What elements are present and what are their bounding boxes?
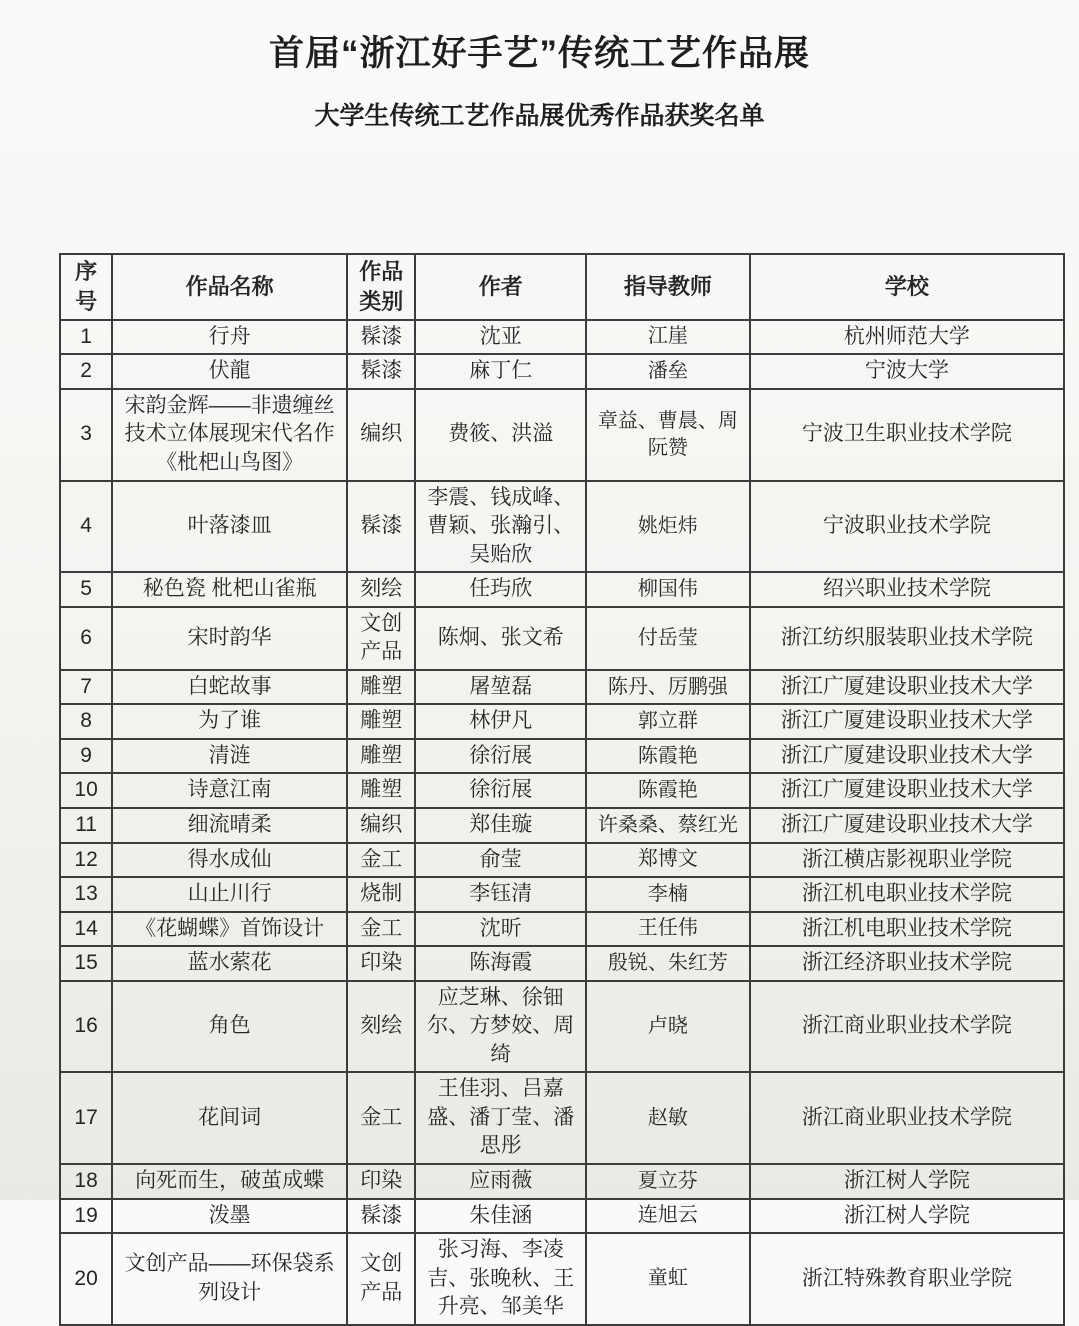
cell-teacher: 陈霞艳: [586, 739, 750, 774]
table-row: [60, 946, 1064, 981]
cell-no: 17: [60, 1072, 112, 1164]
cell-teacher: 陈霞艳: [586, 773, 750, 808]
cell-work: 《花蝴蝶》首饰设计: [112, 912, 347, 947]
cell-work: 宋时韵华: [112, 607, 347, 670]
table-row: [60, 320, 1064, 355]
cell-authors: 任玙欣: [415, 572, 586, 607]
cell-school: 浙江商业职业技术学院: [750, 1072, 1064, 1164]
cell-work: 蓝水萦花: [112, 946, 347, 981]
cell-school: 浙江纺织服装职业技术学院: [750, 607, 1064, 670]
cell-teacher: 柳国伟: [586, 572, 750, 607]
cell-category: 刻绘: [347, 981, 415, 1073]
cell-authors: 应雨薇: [415, 1164, 586, 1199]
table-row: [60, 773, 1064, 808]
page-title: 首届“浙江好手艺”传统工艺作品展: [268, 34, 810, 73]
cell-work: 行舟: [112, 320, 347, 355]
cell-school: 宁波卫生职业技术学院: [750, 389, 1064, 481]
cell-no: 15: [60, 946, 112, 981]
cell-category: 髹漆: [347, 354, 415, 389]
cell-teacher: 江崖: [586, 320, 750, 355]
cell-no: 4: [60, 481, 112, 573]
header-no: 序号: [60, 254, 112, 320]
cell-no: 5: [60, 572, 112, 607]
cell-school: 宁波大学: [750, 354, 1064, 389]
cell-category: 金工: [347, 912, 415, 947]
cell-work: 向死而生，破茧成蝶: [112, 1164, 347, 1199]
cell-teacher: 夏立芬: [586, 1164, 750, 1199]
cell-school: 浙江广厦建设职业技术大学: [750, 773, 1064, 808]
cell-no: 13: [60, 877, 112, 912]
cell-no: 18: [60, 1164, 112, 1199]
cell-authors: 陈炯、张文希: [415, 607, 586, 670]
cell-work: 泼墨: [112, 1199, 347, 1234]
table-row: [60, 572, 1064, 607]
table-row: [60, 1164, 1064, 1199]
cell-category: 金工: [347, 843, 415, 878]
table-row: [60, 1199, 1064, 1234]
cell-category: 雕塑: [347, 670, 415, 705]
table-row: [60, 389, 1064, 481]
cell-category: 金工: [347, 1072, 415, 1164]
cell-teacher: 郑博文: [586, 843, 750, 878]
table-row: [60, 843, 1064, 878]
cell-teacher: 付岳莹: [586, 607, 750, 670]
cell-school: 浙江经济职业技术学院: [750, 946, 1064, 981]
cell-no: 2: [60, 354, 112, 389]
cell-school: 浙江商业职业技术学院: [750, 981, 1064, 1073]
cell-authors: 屠堃磊: [415, 670, 586, 705]
cell-teacher: 李楠: [586, 877, 750, 912]
cell-teacher: 童虹: [586, 1233, 750, 1325]
table-row: [60, 877, 1064, 912]
cell-school: 浙江横店影视职业学院: [750, 843, 1064, 878]
cell-work: 花间词: [112, 1072, 347, 1164]
cell-category: 文创产品: [347, 607, 415, 670]
cell-work: 伏龍: [112, 354, 347, 389]
cell-school: 浙江广厦建设职业技术大学: [750, 808, 1064, 843]
cell-category: 髹漆: [347, 481, 415, 573]
cell-work: 诗意江南: [112, 773, 347, 808]
table-row: [60, 1072, 1064, 1164]
cell-teacher: 陈丹、厉鹏强: [586, 670, 750, 705]
table-row: [60, 808, 1064, 843]
cell-work: 山止川行: [112, 877, 347, 912]
cell-no: 10: [60, 773, 112, 808]
cell-authors: 林伊凡: [415, 704, 586, 739]
cell-school: 浙江广厦建设职业技术大学: [750, 704, 1064, 739]
cell-school: 绍兴职业技术学院: [750, 572, 1064, 607]
cell-work: 清涟: [112, 739, 347, 774]
cell-teacher: 潘垒: [586, 354, 750, 389]
cell-authors: 麻丁仁: [415, 354, 586, 389]
cell-category: 雕塑: [347, 704, 415, 739]
cell-teacher: 姚炬炜: [586, 481, 750, 573]
cell-authors: 徐衍展: [415, 739, 586, 774]
cell-category: 印染: [347, 1164, 415, 1199]
cell-school: 浙江树人学院: [750, 1164, 1064, 1199]
cell-category: 烧制: [347, 877, 415, 912]
cell-authors: 朱佳涵: [415, 1199, 586, 1234]
header-school: 学校: [750, 254, 1064, 320]
awards-table: [59, 253, 1065, 1326]
cell-school: 杭州师范大学: [750, 320, 1064, 355]
cell-authors: 郑佳璇: [415, 808, 586, 843]
cell-authors: 李钰清: [415, 877, 586, 912]
cell-no: 14: [60, 912, 112, 947]
cell-work: 秘色瓷 枇杷山雀瓶: [112, 572, 347, 607]
cell-work: 细流晴柔: [112, 808, 347, 843]
cell-no: 8: [60, 704, 112, 739]
cell-authors: 徐衍展: [415, 773, 586, 808]
table-row: [60, 607, 1064, 670]
cell-no: 3: [60, 389, 112, 481]
cell-authors: 沈亚: [415, 320, 586, 355]
cell-no: 7: [60, 670, 112, 705]
table-row: [60, 670, 1064, 705]
cell-category: 刻绘: [347, 572, 415, 607]
cell-work: 角色: [112, 981, 347, 1073]
cell-work: 白蛇故事: [112, 670, 347, 705]
cell-school: 浙江机电职业技术学院: [750, 877, 1064, 912]
cell-authors: 王佳羽、吕嘉盛、潘丁莹、潘思彤: [415, 1072, 586, 1164]
cell-school: 宁波职业技术学院: [750, 481, 1064, 573]
cell-work: 叶落漆皿: [112, 481, 347, 573]
cell-teacher: 王任伟: [586, 912, 750, 947]
cell-teacher: 许桑桑、蔡红光: [586, 808, 750, 843]
cell-no: 11: [60, 808, 112, 843]
cell-category: 雕塑: [347, 739, 415, 774]
header-category: 作品类别: [347, 254, 415, 320]
cell-teacher: 殷锐、朱红芳: [586, 946, 750, 981]
cell-teacher: 赵敏: [586, 1072, 750, 1164]
cell-category: 髹漆: [347, 320, 415, 355]
table-row: [60, 1233, 1064, 1325]
cell-teacher: 章益、曹晨、周阮赞: [586, 389, 750, 481]
cell-no: 9: [60, 739, 112, 774]
table-row: [60, 912, 1064, 947]
cell-category: 编织: [347, 389, 415, 481]
cell-teacher: 卢晓: [586, 981, 750, 1073]
cell-teacher: 郭立群: [586, 704, 750, 739]
table-body: [60, 320, 1064, 1325]
cell-teacher: 连旭云: [586, 1199, 750, 1234]
page-subtitle: 大学生传统工艺作品展优秀作品获奖名单: [314, 102, 765, 130]
cell-authors: 张习海、李凌吉、张晚秋、王升亮、邹美华: [415, 1233, 586, 1325]
table-row: [60, 481, 1064, 573]
header-row: [60, 254, 1064, 320]
cell-school: 浙江机电职业技术学院: [750, 912, 1064, 947]
cell-no: 20: [60, 1233, 112, 1325]
table-row: [60, 739, 1064, 774]
cell-category: 雕塑: [347, 773, 415, 808]
cell-category: 文创产品: [347, 1233, 415, 1325]
header-authors: 作者: [415, 254, 586, 320]
cell-category: 髹漆: [347, 1199, 415, 1234]
cell-school: 浙江广厦建设职业技术大学: [750, 670, 1064, 705]
cell-school: 浙江树人学院: [750, 1199, 1064, 1234]
header-teacher: 指导教师: [586, 254, 750, 320]
cell-school: 浙江广厦建设职业技术大学: [750, 739, 1064, 774]
cell-no: 6: [60, 607, 112, 670]
cell-school: 浙江特殊教育职业学院: [750, 1233, 1064, 1325]
cell-work: 文创产品——环保袋系列设计: [112, 1233, 347, 1325]
cell-category: 印染: [347, 946, 415, 981]
table-row: [60, 981, 1064, 1073]
cell-no: 12: [60, 843, 112, 878]
header-work: 作品名称: [112, 254, 347, 320]
cell-no: 16: [60, 981, 112, 1073]
cell-authors: 俞莹: [415, 843, 586, 878]
cell-authors: 费筱、洪溢: [415, 389, 586, 481]
cell-authors: 李震、钱成峰、曹颖、张瀚引、吴贻欣: [415, 481, 586, 573]
cell-category: 编织: [347, 808, 415, 843]
table-header: [60, 254, 1064, 320]
cell-work: 为了谁: [112, 704, 347, 739]
cell-work: 宋韵金辉——非遗缠丝技术立体展现宋代名作《枇杷山鸟图》: [112, 389, 347, 481]
cell-authors: 沈昕: [415, 912, 586, 947]
cell-no: 19: [60, 1199, 112, 1234]
table-row: [60, 354, 1064, 389]
table-row: [60, 704, 1064, 739]
cell-no: 1: [60, 320, 112, 355]
cell-authors: 陈海霞: [415, 946, 586, 981]
cell-authors: 应芝琳、徐钿尔、方梦姣、周绮: [415, 981, 586, 1073]
cell-work: 得水成仙: [112, 843, 347, 878]
